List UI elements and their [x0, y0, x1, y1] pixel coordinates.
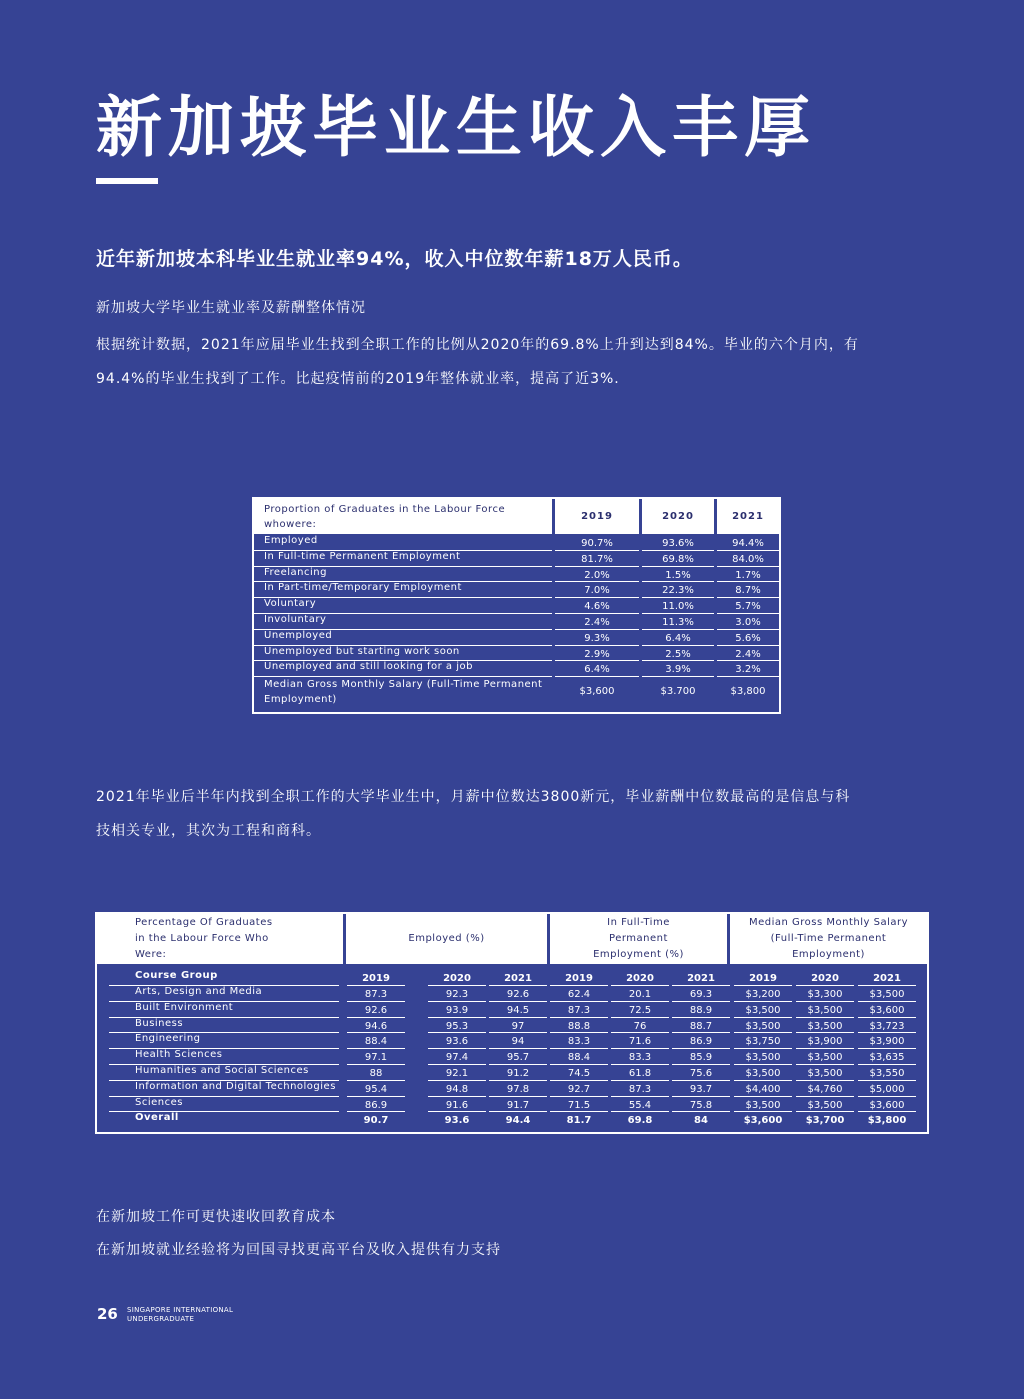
paragraph-1-line-1: 根据统计数据，2021年应届毕业生找到全职工作的比例从2020年的69.8%上升到达到84%。毕业的六个月内，有: [96, 337, 859, 353]
table2-cell: 95.7: [489, 1049, 547, 1065]
table1-cell: 1.5%: [642, 567, 714, 583]
table2-overall-row-label: Overall: [135, 1112, 179, 1124]
table1-row-label: Unemployed and still looking for a job: [264, 661, 473, 673]
table2-cell: 81.7: [566, 1115, 592, 1127]
table2-cell: 94: [489, 1033, 547, 1049]
table2-cell: $3,500: [734, 1065, 792, 1081]
table2-cell: 2020: [428, 970, 486, 986]
page-title: 新加坡毕业生收入丰厚: [96, 89, 816, 166]
table2-cell: $3,500: [796, 1002, 854, 1018]
table2-row-label: Business: [135, 1017, 184, 1029]
section-heading: 新加坡大学毕业生就业率及薪酬整体情况: [96, 300, 366, 316]
paragraph-2-line-1: 2021年毕业后半年内找到全职工作的大学毕业生中，月薪中位数达3800新元，毕业薪酬中位数最高的是信息与科: [96, 789, 851, 805]
table2-cell: 83.3: [611, 1049, 669, 1065]
table2-cell: 87.3: [611, 1081, 669, 1097]
table2-cell: 2019: [734, 970, 792, 986]
table2-cell: $3,300: [796, 986, 854, 1002]
table1-row: [254, 614, 779, 630]
table2-cell: 62.4: [550, 986, 608, 1002]
table2-row-label: Engineering: [135, 1033, 201, 1045]
table2-cell: 91.2: [489, 1065, 547, 1081]
table1-cell: 8.7%: [717, 582, 779, 598]
table2-cell: $3,900: [858, 1033, 916, 1049]
table2-cell: 88.9: [672, 1002, 730, 1018]
table1-row: [254, 598, 779, 614]
table2-cell: 88: [347, 1065, 405, 1081]
table1-header-label: Proportion of Graduates in the Labour Force whowere:: [254, 499, 552, 534]
table1-cell: 94.4%: [717, 535, 779, 551]
table2-cell: 2021: [672, 970, 730, 986]
table1-cell: 2.0%: [555, 567, 639, 583]
table2-cell: 94.4: [505, 1115, 531, 1127]
course-group-table: [95, 912, 929, 1134]
table2-cell: 95.3: [428, 1018, 486, 1034]
table2-cell: 93.6: [444, 1115, 470, 1127]
table1-cell: 9.3%: [555, 630, 639, 646]
table2-cell: 97.8: [489, 1081, 547, 1097]
table2-cell: $3,500: [858, 986, 916, 1002]
table2-row: [97, 1065, 927, 1081]
table2-cell: 75.8: [672, 1097, 730, 1113]
table2-row-label: Sciences: [135, 1096, 183, 1108]
table1-row-label: Voluntary: [264, 598, 317, 610]
table1-row-label: In Full-time Permanent Employment: [264, 550, 461, 562]
paragraph-1-line-2: 94.4%的毕业生找到了工作。比起疫情前的2019年整体就业率，提高了近3%.: [96, 371, 620, 387]
table2-cell: $3,600: [858, 1097, 916, 1113]
table1-salary-value: $3,600: [579, 686, 615, 697]
table2-cell: 2021: [858, 970, 916, 986]
table1-year-header: 2019: [555, 499, 639, 534]
table2-cell: 88.7: [672, 1018, 730, 1034]
table1-cell: 81.7%: [555, 551, 639, 567]
table2-cell: 84: [694, 1115, 708, 1127]
table2-cell: 95.4: [347, 1081, 405, 1097]
table2-cell: $4,760: [796, 1081, 854, 1097]
table1-row-label: In Part-time/Temporary Employment: [264, 582, 462, 594]
table2-year-row: [97, 970, 927, 986]
table2-cell: $3,635: [858, 1049, 916, 1065]
table2-row: [97, 1097, 927, 1113]
table2-cell: 86.9: [672, 1033, 730, 1049]
table1-cell: 5.6%: [717, 630, 779, 646]
table2-cell: 97.1: [347, 1049, 405, 1065]
table1-cell: 4.6%: [555, 598, 639, 614]
table1-cell: 22.3%: [642, 582, 714, 598]
employment-proportion-table: [252, 497, 781, 714]
table2-row-label: Built Environment: [135, 1001, 234, 1013]
page-number: 26: [97, 1305, 118, 1323]
table1-year-header: 2021: [717, 499, 779, 534]
table2-row: [97, 1049, 927, 1065]
table2-cell: 86.9: [347, 1097, 405, 1113]
table2-cell: 72.5: [611, 1002, 669, 1018]
table1-cell: 11.3%: [642, 614, 714, 630]
table1-cell: 90.7%: [555, 535, 639, 551]
table2-cell: $3,900: [796, 1033, 854, 1049]
table2-cell: 83.3: [550, 1033, 608, 1049]
table2-cell: 55.4: [611, 1097, 669, 1113]
table2-row: [97, 1081, 927, 1097]
table2-cell: 88.4: [550, 1049, 608, 1065]
table2-row: [97, 1033, 927, 1049]
table2-cell: 2020: [796, 970, 854, 986]
table2-cell: $3,500: [734, 1097, 792, 1113]
table1-cell: 3.9%: [642, 661, 714, 677]
table1-row-label: Unemployed: [264, 629, 333, 641]
table2-cell: $3,750: [734, 1033, 792, 1049]
table2-row-label: Information and Digital Technologies: [135, 1080, 336, 1092]
publication-name: [127, 1306, 233, 1324]
table2-cell: 2021: [489, 970, 547, 986]
table2-cell: $3,500: [734, 1018, 792, 1034]
table2-cell: 85.9: [672, 1049, 730, 1065]
table2-header-employed: Employed (%): [408, 933, 485, 944]
table2-cell: 2019: [347, 970, 405, 986]
table1-row-label: Employed: [264, 535, 318, 546]
table2-cell: $3,500: [796, 1049, 854, 1065]
table2-cell: 93.9: [428, 1002, 486, 1018]
table2-overall-row: [97, 1112, 927, 1128]
subtitle: 近年新加坡本科毕业生就业率94%，收入中位数年薪18万人民币。: [96, 248, 693, 270]
table2-cell: 88.4: [347, 1033, 405, 1049]
table2-row-label: Arts, Design and Media: [135, 986, 263, 997]
table1-cell: 3.2%: [717, 661, 779, 677]
table2-cell: 94.5: [489, 1002, 547, 1018]
table2-cell: $3,500: [796, 1097, 854, 1113]
table2-row-label: Health Sciences: [135, 1049, 223, 1061]
table1-cell: 6.4%: [642, 630, 714, 646]
table2-cell: 93.7: [672, 1081, 730, 1097]
table1-row: [254, 551, 779, 567]
table2-cell: $3,500: [796, 1065, 854, 1081]
table2-cell: 69.3: [672, 986, 730, 1002]
table2-cell: 61.8: [611, 1065, 669, 1081]
table2-cell: 74.5: [550, 1065, 608, 1081]
table2-cell: $3,200: [734, 986, 792, 1002]
table2-cell: $3,800: [867, 1115, 907, 1127]
table1-cell: 1.7%: [717, 567, 779, 583]
table2-cell: 69.8: [627, 1115, 653, 1127]
table1-cell: 5.7%: [717, 598, 779, 614]
closing-line-1: 在新加坡工作可更快速收回教育成本: [96, 1209, 336, 1225]
table2-row: [97, 986, 927, 1002]
table1-row-label: Unemployed but starting work soon: [264, 645, 460, 657]
table1-row: [254, 582, 779, 598]
title-underline: [96, 178, 158, 184]
table2-cell: 75.6: [672, 1065, 730, 1081]
table1-year-header: 2020: [642, 499, 714, 534]
table2-cell: 71.5: [550, 1097, 608, 1113]
table2-cell: 91.7: [489, 1097, 547, 1113]
table2-cell: 88.8: [550, 1018, 608, 1034]
table1-cell: 2.5%: [642, 646, 714, 662]
table2-cell: $5,000: [858, 1081, 916, 1097]
table1-cell: 6.4%: [555, 661, 639, 677]
table2-row: [97, 1018, 927, 1034]
table2-header-employed-cell: [346, 914, 547, 964]
table1-row: [254, 567, 779, 583]
publication-name-line-1: SINGAPORE INTERNATIONAL: [127, 1306, 234, 1314]
table2-cell: 2019: [550, 970, 608, 986]
table2-cell: 91.6: [428, 1097, 486, 1113]
table2-cell: 2020: [611, 970, 669, 986]
table2-header-fulltime: In Full-Time Permanent Employment (%): [593, 917, 684, 960]
table2-cell: 92.6: [489, 986, 547, 1002]
table2-cell: $3,500: [734, 1002, 792, 1018]
table2-cell: 92.7: [550, 1081, 608, 1097]
table2-cell: 92.6: [347, 1002, 405, 1018]
table2-cell: $4,400: [734, 1081, 792, 1097]
table1-cell: 2.4%: [717, 646, 779, 662]
table2-row-label: Humanities and Social Sciences: [135, 1065, 309, 1076]
table1-row: [254, 646, 779, 662]
table2-cell: 20.1: [611, 986, 669, 1002]
table1-row: [254, 630, 779, 646]
table2-year-row-label: Course Group: [135, 970, 218, 981]
table2-header-salary-cell: [730, 914, 927, 964]
table2-header-label: Percentage Of Graduates in the Labour Force Who Were:: [135, 917, 273, 960]
table1-row: [254, 661, 779, 677]
table1-salary-value: $3,800: [730, 686, 766, 697]
table2-cell: 87.3: [550, 1002, 608, 1018]
table1-cell: 84.0%: [717, 551, 779, 567]
table2-cell: $3,500: [796, 1018, 854, 1034]
table1-salary-value: $3.700: [660, 686, 696, 697]
table1-cell: 2.9%: [555, 646, 639, 662]
table1-cell: 7.0%: [555, 582, 639, 598]
table1-cell: 11.0%: [642, 598, 714, 614]
table2-cell: 97: [489, 1018, 547, 1034]
table2-cell: 93.6: [428, 1033, 486, 1049]
table2-cell: 71.6: [611, 1033, 669, 1049]
table2-header-salary: Median Gross Monthly Salary (Full-Time Permanent Employment): [748, 917, 909, 960]
table2-row: [97, 1002, 927, 1018]
table2-cell: $3,500: [734, 1049, 792, 1065]
table2-cell: 97.4: [428, 1049, 486, 1065]
closing-line-2: 在新加坡就业经验将为回国寻找更高平台及收入提供有力支持: [96, 1242, 501, 1258]
table2-cell: $3,550: [858, 1065, 916, 1081]
table2-header-label-cell: [97, 914, 343, 964]
table1-cell: 69.8%: [642, 551, 714, 567]
table2-cell: 92.1: [428, 1065, 486, 1081]
table2-cell: $3,723: [858, 1018, 916, 1034]
paragraph-2-line-2: 技相关专业，其次为工程和商科。: [96, 823, 321, 839]
table2-cell: 94.8: [428, 1081, 486, 1097]
table2-cell: 94.6: [347, 1018, 405, 1034]
table2-cell: 87.3: [347, 986, 405, 1002]
table1-row-label: Freelancing: [264, 566, 327, 578]
table2-cell: 76: [611, 1018, 669, 1034]
table2-header-fulltime-cell: [550, 914, 727, 964]
publication-name-line-2: UNDERGRADUATE: [127, 1315, 195, 1323]
table1-salary-label: Median Gross Monthly Salary (Full-Time Permanent Employment): [264, 679, 543, 705]
table1-cell: 93.6%: [642, 535, 714, 551]
table2-cell: $3,600: [743, 1115, 783, 1127]
table1-row-label: Involuntary: [264, 614, 327, 625]
table2-cell: $3,700: [805, 1115, 845, 1127]
table2-cell: $3,600: [858, 1002, 916, 1018]
table2-cell: 90.7: [363, 1115, 389, 1127]
table1-salary-row: [254, 677, 779, 712]
table1-row: [254, 535, 779, 551]
table1-cell: 3.0%: [717, 614, 779, 630]
table2-cell: 92.3: [428, 986, 486, 1002]
table1-cell: 2.4%: [555, 614, 639, 630]
